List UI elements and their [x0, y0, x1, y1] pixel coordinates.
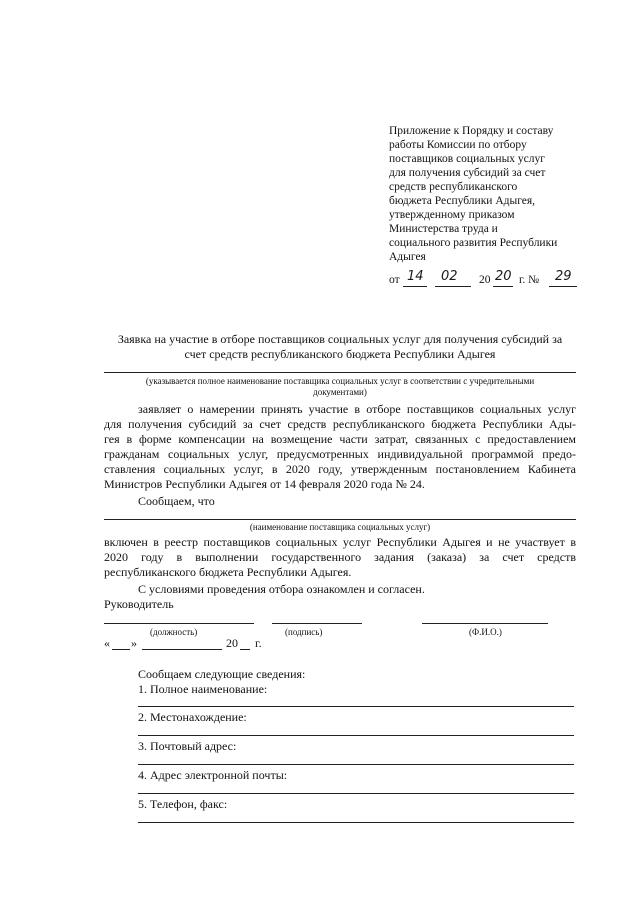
- appendix-line: социального развития Республики: [389, 237, 558, 249]
- paragraph-line: республиканского бюджета Республики Адыгея.: [104, 565, 352, 579]
- signature-line: [272, 623, 362, 624]
- date-close-quote: »: [131, 636, 137, 650]
- appendix-line: для получения субсидий за счет: [389, 167, 546, 179]
- paragraph-registry: [104, 535, 576, 580]
- position-line: [104, 623, 254, 624]
- paragraph-line: гея в форме компенсации на возмещение части затрат, связанных с предоставлением: [104, 432, 576, 446]
- title-line-1: Заявка на участие в отборе поставщиков социальных услуг для получения субсидий за: [117, 332, 563, 346]
- paragraph-line: включен в реестр поставщиков социальных услуг Республики Адыгея и не участвует в: [104, 535, 576, 549]
- date-century: 20: [226, 636, 238, 650]
- date-year-underline: [493, 286, 513, 287]
- agree-statement: С условиями проведения отбора ознакомлен и согласен.: [138, 582, 425, 596]
- date-day-blank: [112, 649, 130, 650]
- signature-date: [104, 636, 304, 652]
- appendix-line: Министерства труда и: [389, 223, 498, 235]
- date-day: 14: [407, 269, 424, 284]
- info-line-postal-address: [138, 764, 574, 765]
- date-month-blank: [142, 649, 222, 650]
- application-title: [60, 332, 620, 361]
- appendix-line: Приложение к Порядку и составу: [389, 125, 554, 137]
- paragraph-line: 2020 году в выполнении государственного задания (заказа) за счет средств: [104, 550, 576, 564]
- appendix-line: Адыгея: [389, 251, 426, 263]
- info-intro: Сообщаем следующие сведения:: [138, 667, 306, 681]
- paragraph-line: Министров Республики Адыгея от 14 февраля 2020 года № 24.: [104, 477, 425, 491]
- date-year-prefix: 20: [479, 274, 491, 286]
- title-line-2: счет средств республиканского бюджета Республики Адыгея: [184, 347, 496, 361]
- info-item-email: 4. Адрес электронной почты:: [138, 768, 288, 782]
- date-number-underline: [549, 286, 577, 287]
- appendix-date-line: [389, 271, 589, 289]
- date-number: 29: [555, 269, 572, 284]
- info-line-full-name: [138, 706, 574, 707]
- info-item-phone: 5. Телефон, факс:: [138, 797, 228, 811]
- info-item-full-name: 1. Полное наименование:: [138, 682, 268, 696]
- paragraph-line: для получения субсидий за счет средств республиканского бюджета Республики Ады-: [104, 417, 576, 431]
- info-line-email: [138, 793, 574, 794]
- date-year-suffix: г. №: [519, 274, 540, 286]
- date-year-blank: [240, 649, 250, 650]
- date-month-underline: [435, 286, 471, 287]
- head-label: Руководитель: [104, 597, 174, 611]
- date-g: г.: [255, 636, 262, 650]
- provider-caption: [104, 376, 576, 398]
- info-line-location: [138, 735, 574, 736]
- inform-that: Сообщаем, что: [138, 494, 215, 508]
- paragraph-line: ставления социальных услуг, в 2020 году, утвержденным постановлением Кабинета: [104, 462, 576, 476]
- paragraph-line: заявляет о намерении принять участие в отборе поставщиков социальных услуг: [138, 402, 576, 416]
- date-prefix: от: [389, 274, 400, 286]
- date-day-underline: [403, 286, 427, 287]
- date-month: 02: [441, 269, 458, 284]
- date-open-quote: «: [104, 636, 110, 650]
- appendix-line: работы Комиссии по отбору: [389, 139, 527, 151]
- signature-caption: (подпись): [285, 627, 323, 637]
- provider-caption-line-2: документами): [313, 387, 367, 397]
- fio-caption: (Ф.И.О.): [469, 627, 502, 637]
- fio-line: [422, 623, 548, 624]
- info-line-phone: [138, 822, 574, 823]
- position-caption: (должность): [150, 627, 198, 637]
- appendix-line: бюджета Республики Адыгея,: [389, 195, 536, 207]
- appendix-line: утвержденному приказом: [389, 209, 515, 221]
- provider-caption-line-1: (указывается полное наименование поставщика социальных услуг в соответствии с учредительными: [145, 376, 535, 386]
- info-item-postal-address: 3. Почтовый адрес:: [138, 739, 237, 753]
- appendix-block: [389, 124, 557, 264]
- provider-short-name-line: [104, 519, 576, 520]
- info-item-location: 2. Местонахождение:: [138, 710, 247, 724]
- appendix-line: поставщиков социальных услуг: [389, 153, 545, 165]
- provider-name-line: [104, 372, 576, 373]
- name-caption: (наименование поставщика социальных услуг): [249, 522, 431, 532]
- appendix-line: средств республиканского: [389, 181, 518, 193]
- paragraph-line: гражданам социальных услуг, предусмотренных индивидуальной программой предо-: [104, 447, 576, 461]
- date-year: 20: [495, 269, 512, 284]
- paragraph-intent: [104, 402, 576, 492]
